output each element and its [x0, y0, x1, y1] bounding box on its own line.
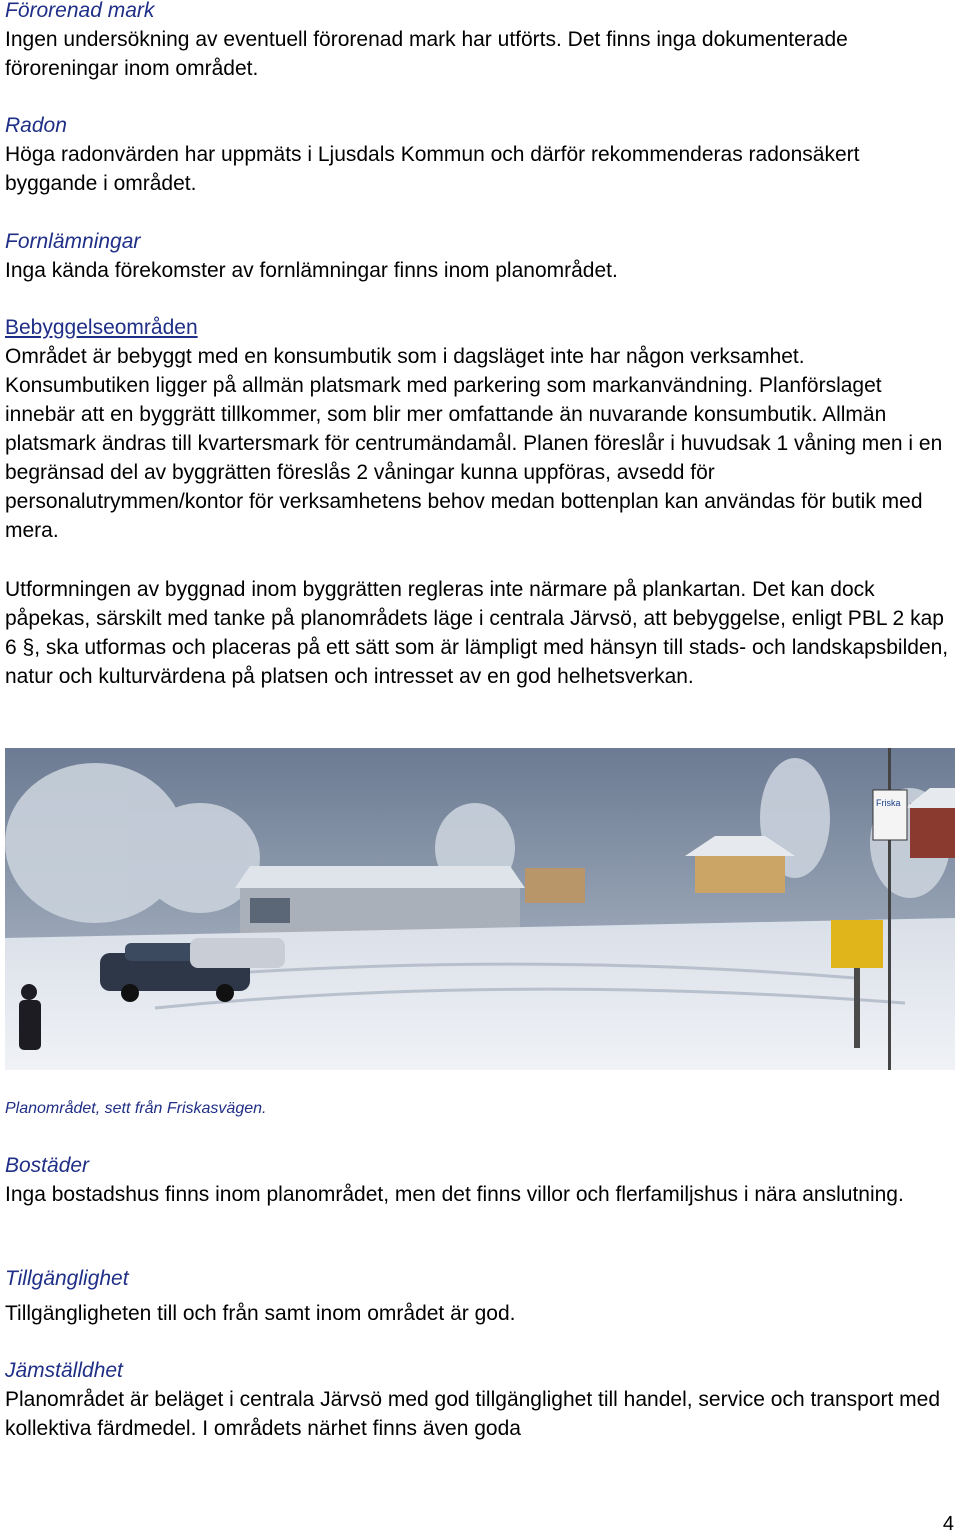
site-photo	[5, 748, 955, 1070]
figure-caption: Planområdet, sett från Friskasvägen.	[5, 1100, 267, 1117]
paragraph-fornlamningar: Inga kända förekomster av fornlämningar finns inom planområdet.	[5, 259, 618, 282]
heading-bostader: Bostäder	[5, 1154, 90, 1177]
paragraph-tillganglighet: Tillgängligheten till och från samt inom området är god.	[5, 1302, 516, 1325]
paragraph-utformning: Utformningen av byggnad inom byggrätten regleras inte närmare på plankartan. Det kan dock påpekas, särskilt med tanke på planområdets läge i centrala Järvsö, att bebyggelse, enligt PBL 2 kap 6 §, ska utformas och placeras på ett sätt som är lämpligt med hänsyn till stads- och landskapsbilden, natur och kulturvärdena på platsen och intresset av en god helhetsverkan.	[5, 578, 949, 688]
heading-fornlamningar: Fornlämningar	[5, 230, 141, 253]
heading-tillganglighet: Tillgänglighet	[5, 1267, 129, 1290]
paragraph-bebyggelseomraden: Området är bebyggt med en konsumbutik som i dagsläget inte har någon verksamhet. Konsumbutiken ligger på allmän platsmark med parkering som markanvändning. Planförslaget innebär att en byggrätt tillkommer, som blir mer omfattande än nuvarande konsumbutik. Allmän platsmark ändras till kvartersmark för centrumändamål. Planen föreslår i huvudsak 1 våning men i en begränsad del av byggrätten föreslås 2 våningar kunna uppföras, avsedd för personalutrymmen/kontor för verksamhetens behov medan bottenplan kan användas för butik med mera.	[5, 345, 943, 542]
page-number: 4	[942, 1513, 954, 1535]
paragraph-fororenad-mark: Ingen undersökning av eventuell förorenad mark har utförts. Det finns inga dokumenterade föroreningar inom området.	[5, 28, 848, 80]
paragraph-bostader: Inga bostadshus finns inom planområdet, men det finns villor och flerfamiljshus i nära anslutning.	[5, 1183, 904, 1206]
heading-fororenad-mark: Förorenad mark	[5, 0, 155, 22]
street-sign-text: Friska	[876, 798, 901, 808]
paragraph-jamstalldhet: Planområdet är beläget i centrala Järvsö med god tillgänglighet till handel, service och transport med kollektiva färdmedel. I områdets närhet finns även goda	[5, 1388, 941, 1440]
snowy-ground	[5, 918, 955, 1070]
paragraph-radon: Höga radonvärden har uppmäts i Ljusdals Kommun och därför rekommenderas radonsäkert byggande i området.	[5, 143, 860, 195]
heading-bebyggelseomraden: Bebyggelseområden	[5, 316, 198, 339]
heading-jamstalldhet: Jämställdhet	[5, 1359, 123, 1382]
winter-street-photo	[5, 748, 955, 1070]
heading-radon: Radon	[5, 114, 67, 137]
